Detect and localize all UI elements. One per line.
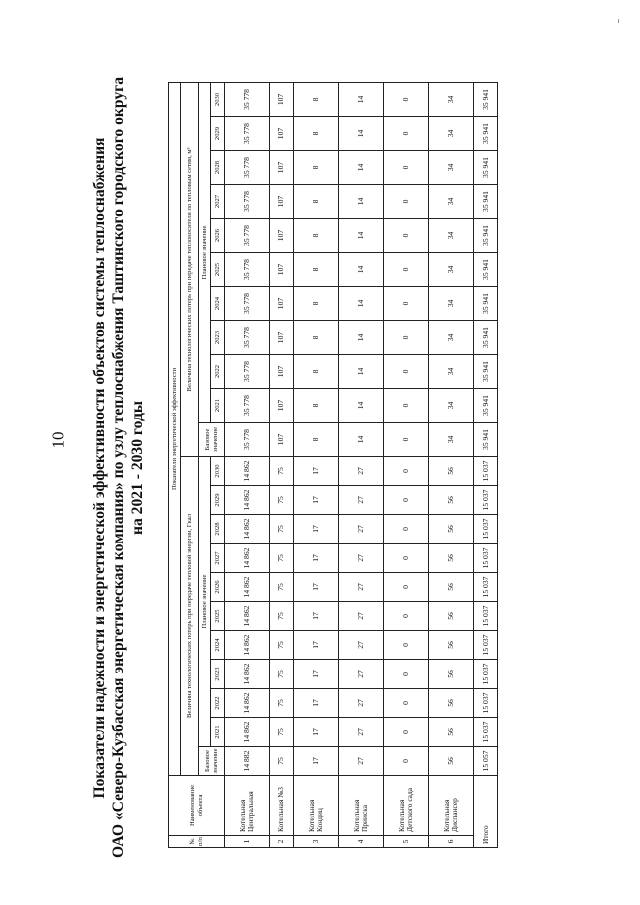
heat-loss-cell: 17	[293, 631, 338, 660]
heat-loss-cell: 27	[338, 486, 383, 515]
carrier-loss-cell: 35 941	[474, 253, 498, 287]
carrier-loss-cell: 107	[270, 151, 294, 185]
header-num: № п/п	[169, 836, 225, 848]
carrier-loss-cell: 34	[429, 423, 474, 457]
carrier-loss-cell: 8	[293, 151, 338, 185]
row-number: 4	[338, 836, 383, 848]
carrier-loss-cell: 34	[429, 253, 474, 287]
row-number: 5	[383, 836, 428, 848]
carrier-loss-cell: 0	[383, 117, 428, 151]
carrier-loss-cell: 0	[383, 185, 428, 219]
row-number: 3	[293, 836, 338, 848]
year-header-carrier-2030: 2030	[211, 82, 225, 116]
heat-loss-cell: 17	[293, 457, 338, 486]
heat-loss-cell: 75	[270, 573, 294, 602]
heat-loss-cell: 15 037	[474, 457, 498, 486]
carrier-loss-cell: 35 941	[474, 287, 498, 321]
header-heat-base: Базовое значение	[199, 747, 225, 776]
heat-loss-cell: 0	[383, 718, 428, 747]
heat-loss-cell: 17	[293, 544, 338, 573]
carrier-loss-cell: 107	[270, 389, 294, 423]
heat-loss-cell: 56	[429, 544, 474, 573]
carrier-loss-cell: 35 941	[474, 117, 498, 151]
object-name: Котельная Прииска	[338, 776, 383, 836]
heat-loss-cell: 17	[293, 486, 338, 515]
table-row	[225, 82, 270, 847]
carrier-loss-cell: 8	[293, 185, 338, 219]
heat-loss-cell: 27	[338, 660, 383, 689]
header-group: Показатели энергетической эффективности	[169, 82, 181, 775]
heat-loss-cell: 14 862	[225, 457, 270, 486]
heat-loss-cell: 75	[270, 660, 294, 689]
carrier-loss-cell: 35 778	[225, 321, 270, 355]
heat-loss-cell: 56	[429, 573, 474, 602]
scan-mark	[618, 10, 622, 14]
carrier-loss-cell: 14	[338, 82, 383, 116]
heat-loss-cell: 56	[429, 602, 474, 631]
carrier-loss-cell: 35 778	[225, 82, 270, 116]
carrier-loss-cell: 8	[293, 423, 338, 457]
carrier-loss-cell: 34	[429, 117, 474, 151]
year-header-carrier-2027: 2027	[211, 185, 225, 219]
carrier-loss-cell: 14	[338, 117, 383, 151]
carrier-loss-cell: 107	[270, 117, 294, 151]
heat-loss-cell: 14 862	[225, 631, 270, 660]
year-header-heat-2029: 2029	[211, 486, 225, 515]
heat-loss-cell: 56	[429, 689, 474, 718]
carrier-loss-cell: 107	[270, 82, 294, 116]
carrier-loss-cell: 14	[338, 219, 383, 253]
heat-loss-cell: 17	[293, 718, 338, 747]
carrier-loss-cell: 8	[293, 253, 338, 287]
carrier-loss-cell: 34	[429, 355, 474, 389]
heat-loss-cell: 0	[383, 544, 428, 573]
heat-loss-cell: 14 862	[225, 486, 270, 515]
header-carrier-base: Базовое значение	[199, 423, 225, 457]
heat-loss-cell: 75	[270, 718, 294, 747]
heat-loss-cell: 15 057	[474, 747, 498, 776]
year-header-carrier-2021: 2021	[211, 389, 225, 423]
heat-loss-cell: 0	[383, 573, 428, 602]
indicators-table	[168, 82, 498, 848]
heat-loss-cell: 56	[429, 457, 474, 486]
year-header-carrier-2029: 2029	[211, 117, 225, 151]
table-row	[270, 82, 294, 847]
heat-loss-cell: 14 862	[225, 718, 270, 747]
carrier-loss-cell: 35 941	[474, 151, 498, 185]
heat-loss-cell: 56	[429, 631, 474, 660]
carrier-loss-cell: 35 941	[474, 219, 498, 253]
carrier-loss-cell: 35 778	[225, 423, 270, 457]
carrier-loss-cell: 35 941	[474, 321, 498, 355]
heat-loss-cell: 15 037	[474, 631, 498, 660]
heat-loss-cell: 14 882	[225, 747, 270, 776]
heat-loss-cell: 75	[270, 515, 294, 544]
page-number: 10	[48, 431, 68, 449]
carrier-loss-cell: 34	[429, 321, 474, 355]
carrier-loss-cell: 107	[270, 219, 294, 253]
heat-loss-cell: 17	[293, 689, 338, 718]
carrier-loss-cell: 14	[338, 287, 383, 321]
object-name: Котельная Центральная	[225, 776, 270, 836]
title-line-2: ОАО «Северо-Кузбасская энергетическая компания» по узлу теплоснабжения Таштинского городского округа	[110, 76, 127, 858]
heat-loss-cell: 15 037	[474, 486, 498, 515]
carrier-loss-cell: 35 778	[225, 185, 270, 219]
heat-loss-cell: 14 862	[225, 544, 270, 573]
heat-loss-cell: 17	[293, 660, 338, 689]
heat-loss-cell: 75	[270, 631, 294, 660]
row-number: 6	[429, 836, 474, 848]
heat-loss-cell: 56	[429, 486, 474, 515]
header-years-row	[211, 82, 225, 847]
scan-mark-glyph	[618, 19, 622, 23]
table-body	[225, 82, 498, 847]
carrier-loss-cell: 34	[429, 389, 474, 423]
header-carrier-planned: Плановое значение	[199, 82, 211, 422]
year-header-heat-2022: 2022	[211, 689, 225, 718]
table-row	[429, 82, 474, 847]
carrier-loss-cell: 8	[293, 355, 338, 389]
heat-loss-cell: 27	[338, 631, 383, 660]
heat-loss-cell: 27	[338, 515, 383, 544]
table-row	[293, 82, 338, 847]
carrier-loss-cell: 8	[293, 219, 338, 253]
heat-loss-cell: 56	[429, 747, 474, 776]
heat-loss-cell: 0	[383, 747, 428, 776]
year-header-carrier-2023: 2023	[211, 321, 225, 355]
title-line-3: на 2021 - 2030 годы	[129, 400, 146, 536]
heat-loss-cell: 15 037	[474, 544, 498, 573]
carrier-loss-cell: 107	[270, 355, 294, 389]
carrier-loss-cell: 14	[338, 321, 383, 355]
heat-loss-cell: 27	[338, 573, 383, 602]
carrier-loss-cell: 14	[338, 185, 383, 219]
carrier-loss-cell: 0	[383, 253, 428, 287]
heat-loss-cell: 14 862	[225, 573, 270, 602]
carrier-loss-cell: 107	[270, 185, 294, 219]
carrier-loss-cell: 0	[383, 82, 428, 116]
carrier-loss-cell: 107	[270, 253, 294, 287]
carrier-loss-cell: 14	[338, 253, 383, 287]
year-header-heat-2021: 2021	[211, 718, 225, 747]
carrier-loss-cell: 0	[383, 151, 428, 185]
heat-loss-cell: 56	[429, 515, 474, 544]
year-header-heat-2025: 2025	[211, 602, 225, 631]
heat-loss-cell: 15 037	[474, 515, 498, 544]
year-header-carrier-2024: 2024	[211, 287, 225, 321]
carrier-loss-cell: 8	[293, 321, 338, 355]
document-title	[90, 78, 147, 858]
year-header-heat-2027: 2027	[211, 544, 225, 573]
year-header-heat-2026: 2026	[211, 573, 225, 602]
carrier-loss-cell: 35 941	[474, 185, 498, 219]
carrier-loss-cell: 35 778	[225, 151, 270, 185]
indicators-table-wrapper	[168, 82, 498, 848]
table-row	[338, 82, 383, 847]
heat-loss-cell: 75	[270, 602, 294, 631]
header-carrier-losses: Величина технологических потерь при передаче теплоносителя по тепловым сетям, м³	[181, 82, 199, 456]
heat-loss-cell: 17	[293, 747, 338, 776]
heat-loss-cell: 75	[270, 544, 294, 573]
year-header-carrier-2022: 2022	[211, 355, 225, 389]
carrier-loss-cell: 0	[383, 287, 428, 321]
carrier-loss-cell: 35 941	[474, 389, 498, 423]
carrier-loss-cell: 0	[383, 321, 428, 355]
heat-loss-cell: 14 862	[225, 660, 270, 689]
carrier-loss-cell: 0	[383, 219, 428, 253]
header-heat-losses: Величина технологических потерь при передаче тепловой энергии, Гкал	[181, 457, 199, 776]
heat-loss-cell: 75	[270, 457, 294, 486]
year-header-heat-2024: 2024	[211, 631, 225, 660]
carrier-loss-cell: 35 778	[225, 253, 270, 287]
heat-loss-cell: 17	[293, 515, 338, 544]
carrier-loss-cell: 14	[338, 423, 383, 457]
header-heat-planned: Плановое значение	[199, 457, 211, 747]
heat-loss-cell: 0	[383, 660, 428, 689]
heat-loss-cell: 27	[338, 718, 383, 747]
carrier-loss-cell: 35 778	[225, 117, 270, 151]
carrier-loss-cell: 35 941	[474, 355, 498, 389]
heat-loss-cell: 17	[293, 573, 338, 602]
heat-loss-cell: 56	[429, 718, 474, 747]
year-header-carrier-2026: 2026	[211, 219, 225, 253]
carrier-loss-cell: 35 778	[225, 355, 270, 389]
row-number: 2	[270, 836, 294, 848]
heat-loss-cell: 75	[270, 486, 294, 515]
carrier-loss-cell: 14	[338, 151, 383, 185]
title-line-1: Показатели надежности и энергетической эффективности объектов системы теплоснабжения	[91, 137, 108, 799]
object-name: Котельная Детского сада	[383, 776, 428, 836]
carrier-loss-cell: 14	[338, 355, 383, 389]
carrier-loss-cell: 8	[293, 389, 338, 423]
heat-loss-cell: 75	[270, 689, 294, 718]
year-header-heat-2028: 2028	[211, 515, 225, 544]
table-row	[383, 82, 428, 847]
heat-loss-cell: 27	[338, 602, 383, 631]
year-header-carrier-2025: 2025	[211, 253, 225, 287]
carrier-loss-cell: 34	[429, 151, 474, 185]
rotated-content	[40, 78, 540, 858]
heat-loss-cell: 14 862	[225, 602, 270, 631]
total-label: Итого	[474, 776, 498, 848]
table-total-row	[474, 82, 498, 847]
heat-loss-cell: 0	[383, 515, 428, 544]
object-name: Котельная Диспансер	[429, 776, 474, 836]
carrier-loss-cell: 0	[383, 355, 428, 389]
carrier-loss-cell: 107	[270, 287, 294, 321]
carrier-loss-cell: 35 778	[225, 389, 270, 423]
carrier-loss-cell: 35 778	[225, 219, 270, 253]
heat-loss-cell: 15 037	[474, 602, 498, 631]
year-header-heat-2023: 2023	[211, 660, 225, 689]
year-header-carrier-2028: 2028	[211, 151, 225, 185]
carrier-loss-cell: 34	[429, 219, 474, 253]
object-name: Котельная №3	[270, 776, 294, 836]
carrier-loss-cell: 8	[293, 287, 338, 321]
carrier-loss-cell: 107	[270, 423, 294, 457]
heat-loss-cell: 56	[429, 660, 474, 689]
heat-loss-cell: 27	[338, 457, 383, 486]
heat-loss-cell: 0	[383, 689, 428, 718]
header-object: Наименование объекта	[169, 776, 225, 836]
carrier-loss-cell: 0	[383, 423, 428, 457]
heat-loss-cell: 15 037	[474, 660, 498, 689]
heat-loss-cell: 0	[383, 457, 428, 486]
object-name: Котельная Кондиц	[293, 776, 338, 836]
heat-loss-cell: 15 037	[474, 718, 498, 747]
heat-loss-cell: 27	[338, 544, 383, 573]
heat-loss-cell: 0	[383, 602, 428, 631]
carrier-loss-cell: 34	[429, 82, 474, 116]
carrier-loss-cell: 8	[293, 117, 338, 151]
heat-loss-cell: 17	[293, 602, 338, 631]
row-number: 1	[225, 836, 270, 848]
heat-loss-cell: 15 037	[474, 689, 498, 718]
year-header-heat-2030: 2030	[211, 457, 225, 486]
heat-loss-cell: 27	[338, 747, 383, 776]
carrier-loss-cell: 8	[293, 82, 338, 116]
carrier-loss-cell: 35 778	[225, 287, 270, 321]
heat-loss-cell: 15 037	[474, 573, 498, 602]
heat-loss-cell: 0	[383, 486, 428, 515]
heat-loss-cell: 0	[383, 631, 428, 660]
heat-loss-cell: 27	[338, 689, 383, 718]
carrier-loss-cell: 34	[429, 185, 474, 219]
carrier-loss-cell: 14	[338, 389, 383, 423]
carrier-loss-cell: 0	[383, 389, 428, 423]
heat-loss-cell: 14 862	[225, 515, 270, 544]
carrier-loss-cell: 34	[429, 287, 474, 321]
heat-loss-cell: 14 862	[225, 689, 270, 718]
carrier-loss-cell: 35 941	[474, 82, 498, 116]
carrier-loss-cell: 35 941	[474, 423, 498, 457]
carrier-loss-cell: 107	[270, 321, 294, 355]
heat-loss-cell: 75	[270, 747, 294, 776]
